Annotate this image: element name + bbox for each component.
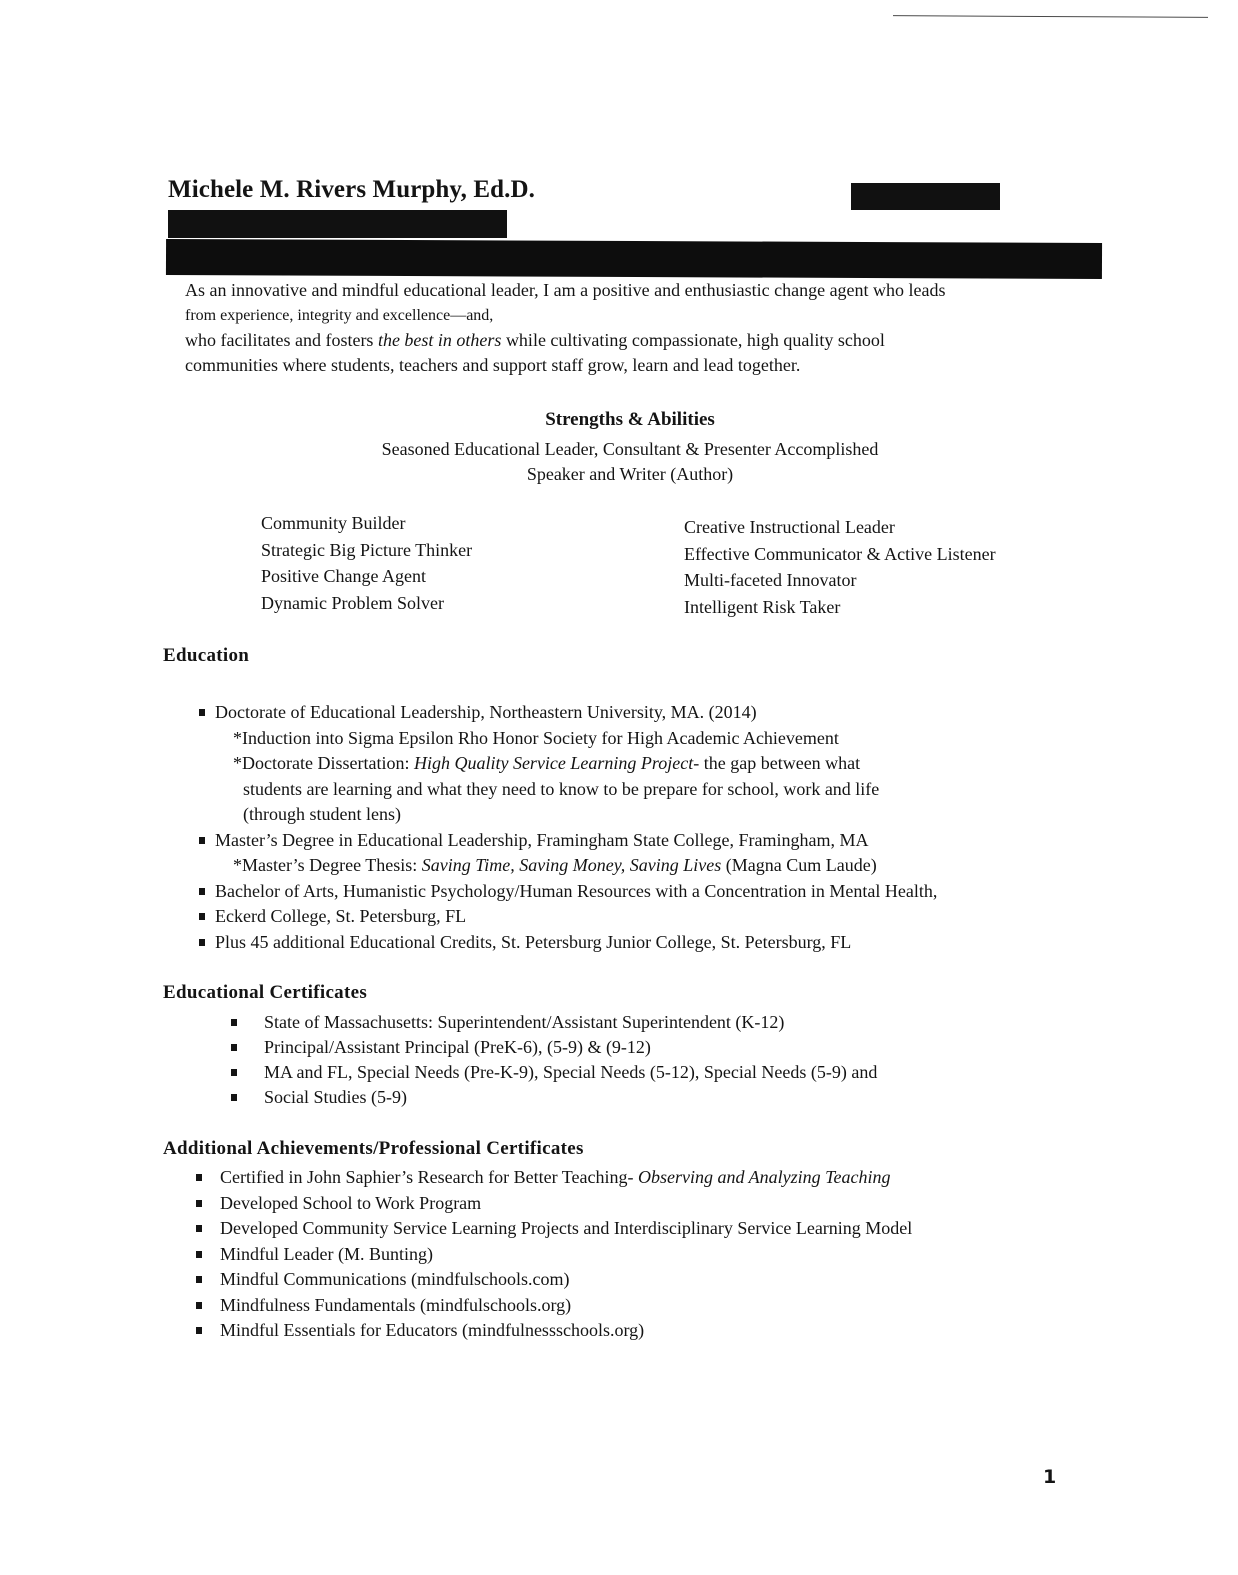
education-text: the gap between what <box>699 753 861 773</box>
scan-artifact-line <box>893 15 1208 18</box>
intro-text: who facilitates and fosters <box>185 330 378 350</box>
education-text: (Magna Cum Laude) <box>721 855 877 875</box>
square-bullet-icon <box>199 888 205 895</box>
square-bullet-icon <box>199 913 205 920</box>
redacted-bar-contact-line <box>166 239 1102 279</box>
page-number: 1 <box>1043 1466 1057 1488</box>
square-bullet-icon <box>231 1019 237 1026</box>
certificate-text: Social Studies (5-9) <box>264 1087 407 1107</box>
square-bullet-icon <box>199 837 205 844</box>
certificate-text: MA and FL, Special Needs (Pre-K-9), Special Needs (5-12), Special Needs (5-9) and <box>264 1062 878 1082</box>
intro-line: from experience, integrity and excellence—and, <box>185 307 494 324</box>
achievement-text: Mindful Essentials for Educators (mindfulnessschools.org) <box>220 1320 645 1340</box>
certificates-list <box>231 1010 877 1110</box>
education-subitem <box>199 751 1099 777</box>
strengths-left-column <box>261 510 472 616</box>
achievement-item <box>196 1318 912 1344</box>
achievement-text: Mindful Communications (mindfulschools.com) <box>220 1269 570 1289</box>
achievement-item <box>196 1191 912 1217</box>
achievement-item <box>196 1267 912 1293</box>
education-text: *Master’s Degree Thesis: <box>233 855 422 875</box>
achievements-heading: Additional Achievements/Professional Certificates <box>163 1138 584 1159</box>
achievement-item <box>196 1293 912 1319</box>
education-item <box>199 700 1099 726</box>
certificate-item <box>231 1085 877 1110</box>
education-item <box>199 930 1099 956</box>
education-subitem <box>199 853 1099 879</box>
square-bullet-icon <box>231 1094 237 1101</box>
education-text: Eckerd College, St. Petersburg, FL <box>215 906 467 926</box>
intro-text: while cultivating compassionate, high quality school <box>501 330 885 350</box>
education-text: Bachelor of Arts, Humanistic Psychology/Human Resources with a Concentration in Mental Health, <box>215 880 938 901</box>
square-bullet-icon <box>196 1276 202 1283</box>
achievement-text: Mindful Leader (M. Bunting) <box>220 1243 433 1264</box>
strength-item: Creative Instructional Leader <box>684 517 895 537</box>
education-text: Doctorate of Educational Leadership, Northeastern University, MA. (2014) <box>215 702 757 722</box>
intro-emphasis: the best in others <box>377 330 502 350</box>
achievement-text: Developed School to Work Program <box>220 1192 482 1213</box>
redacted-block-address <box>168 210 507 238</box>
thesis-title: Saving Time, Saving Money, Saving Lives <box>421 855 722 875</box>
education-text: Master’s Degree in Educational Leadership, Framingham State College, Framingham, MA <box>215 829 869 850</box>
square-bullet-icon <box>199 939 205 946</box>
strength-item: Community Builder <box>261 513 406 533</box>
certificate-item <box>231 1010 877 1035</box>
certificate-text: Principal/Assistant Principal (PreK-6), (5-9) & (9-12) <box>264 1037 651 1057</box>
achievement-item <box>196 1242 912 1268</box>
education-item <box>199 828 1099 854</box>
strength-item: Dynamic Problem Solver <box>261 592 444 613</box>
strengths-subtitle-line: Speaker and Writer (Author) <box>526 464 734 484</box>
education-text: *Doctorate Dissertation: <box>233 753 414 773</box>
redacted-block-contact <box>851 183 1000 210</box>
education-text: Plus 45 additional Educational Credits, St. Petersburg Junior College, St. Petersburg, FL <box>215 931 852 952</box>
education-item <box>199 904 1099 930</box>
education-subitem: *Induction into Sigma Epsilon Rho Honor Society for High Academic Achievement <box>233 727 839 748</box>
certificate-item <box>231 1060 877 1085</box>
certificate-item <box>231 1035 877 1060</box>
square-bullet-icon <box>196 1225 202 1232</box>
intro-line: As an innovative and mindful educational leader, I am a positive and enthusiastic change agent who leads <box>185 280 946 300</box>
education-subitem: students are learning and what they need to know to be prepare for school, work and life <box>243 778 880 799</box>
square-bullet-icon <box>196 1302 202 1309</box>
certificate-text: State of Massachusetts: Superintendent/Assistant Superintendent (K-12) <box>264 1012 785 1032</box>
strengths-right-column <box>684 514 996 620</box>
achievement-text: Certified in John Saphier’s Research for Better Teaching- <box>220 1167 638 1187</box>
strengths-subtitle <box>240 437 1020 487</box>
square-bullet-icon <box>199 709 205 716</box>
intro-line <box>185 328 1095 353</box>
intro-line: communities where students, teachers and support staff grow, learn and lead together. <box>185 355 801 375</box>
achievement-item <box>196 1216 912 1242</box>
education-heading: Education <box>163 645 250 666</box>
square-bullet-icon <box>196 1327 202 1334</box>
square-bullet-icon <box>196 1251 202 1258</box>
education-item <box>199 879 1099 905</box>
education-subitem: (through student lens) <box>243 804 401 824</box>
strength-item: Intelligent Risk Taker <box>684 596 841 617</box>
candidate-name: Michele M. Rivers Murphy, Ed.D. <box>168 176 535 203</box>
strength-item: Effective Communicator & Active Listener <box>684 543 996 564</box>
achievement-emphasis: Observing and Analyzing Teaching <box>637 1167 891 1187</box>
strength-item: Strategic Big Picture Thinker <box>261 539 473 560</box>
achievements-list <box>196 1165 912 1344</box>
strength-item: Positive Change Agent <box>261 566 426 586</box>
square-bullet-icon <box>231 1044 237 1051</box>
dissertation-title: High Quality Service Learning Project- <box>413 753 700 773</box>
achievement-text: Developed Community Service Learning Projects and Interdisciplinary Service Learning Model <box>220 1218 913 1238</box>
achievement-text: Mindfulness Fundamentals (mindfulschools.org) <box>220 1294 572 1315</box>
intro-statement <box>185 278 1095 378</box>
square-bullet-icon <box>196 1174 202 1181</box>
strengths-subtitle-line: Seasoned Educational Leader, Consultant & Presenter Accomplished <box>381 439 879 459</box>
certificates-heading: Educational Certificates <box>163 982 368 1003</box>
education-list <box>199 700 1099 955</box>
achievement-item <box>196 1165 912 1191</box>
square-bullet-icon <box>231 1069 237 1076</box>
strength-item: Multi-faceted Innovator <box>684 570 857 590</box>
strengths-heading: Strengths & Abilities <box>545 409 715 430</box>
square-bullet-icon <box>196 1200 202 1207</box>
